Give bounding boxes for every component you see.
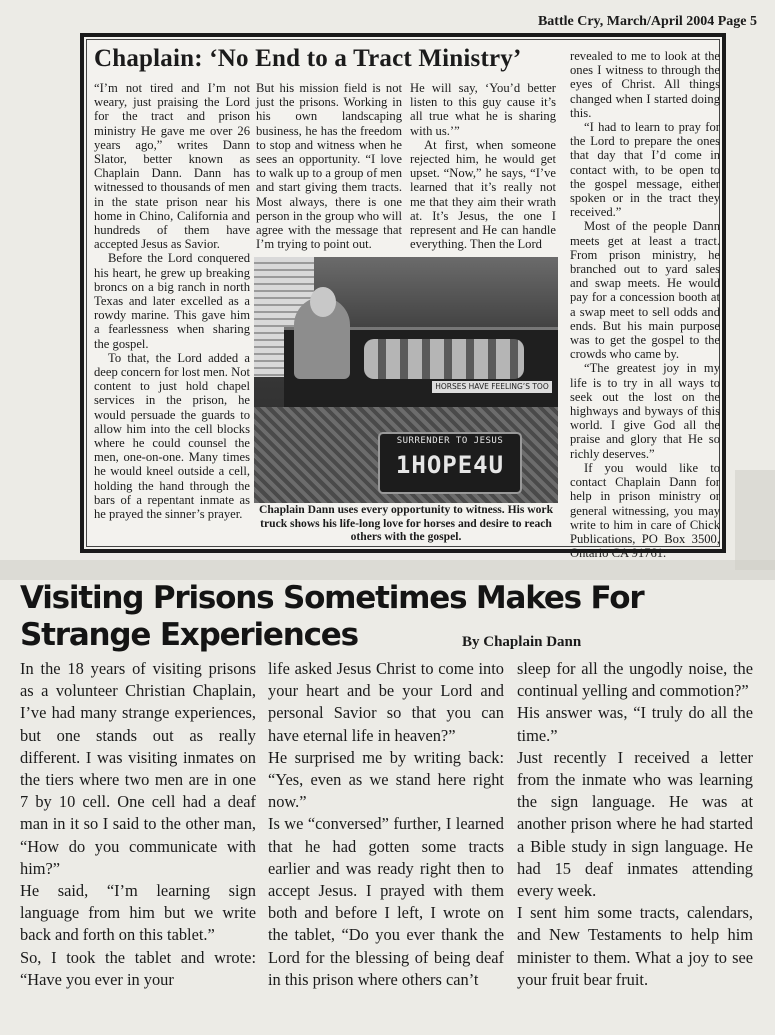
feature-column-1	[94, 81, 250, 521]
horse-figurines	[364, 339, 524, 379]
license-plate	[378, 432, 522, 494]
feature-paragraph: “The greatest joy in my life is to try in all ways to seek out the lost on the highways and byways of this world. I give God all the praise and glory that He so richly deserves.”	[570, 361, 720, 461]
article-paragraph: life asked Jesus Christ to come into your heart and be your Lord and personal Savior so that you can have eternal life in heaven?”	[268, 659, 504, 745]
feature-paragraph: revealed to me to look at the ones I witness to through the eyes of Christ. All things changed when I started doing this.	[570, 49, 720, 120]
article-paragraph: His answer was, “I truly do all the time.”	[517, 703, 753, 745]
article-paragraph: He surprised me by writing back: “Yes, even as we stand here right now.”	[268, 747, 504, 812]
feature-column-4	[570, 49, 720, 560]
feature-paragraph: Most of the people Dann meets get at least a tract. From prison ministry, he branched out to yard sales and swap meets. He would pay for a concession booth at a swap meet to sell odds and ends. But his main purpose was to get the gospel to the crowds who came by.	[570, 219, 720, 362]
article-paragraph: He said, “I’m learning sign language from him but we write back and forth on this tablet.”	[20, 881, 256, 945]
article-column-2	[268, 658, 504, 991]
headline-line-2: Strange Experiences	[20, 617, 358, 653]
article-paragraph: So, I took the tablet and wrote: “Have you ever in your	[20, 947, 256, 989]
feature-paragraph: Before the Lord conquered his heart, he grew up breaking broncs on a big ranch in north Texas and later excelled as a rowdy marine. This gave him a fearlessness when sharing the gospel.	[94, 251, 250, 351]
article-paragraph: sleep for all the ungodly noise, the continual yelling and commotion?”	[517, 659, 753, 701]
feature-paragraph: “I had to learn to pray for the Lord to prepare the ones that day that I’d come in contact with, to be open to the gospel message, either spoken or in the tract they received.”	[570, 120, 720, 220]
feature-paragraph: “I’m not tired and I’m not weary, just praising the Lord for the tract and prison ministry He gave me over 26 years ago,” writes Dann Slator, better known as Chaplain Dann. Dann has witnessed to thousands of men in the state prison near his home in Chino, California and hundreds of them have accepted Jesus as Savior.	[94, 81, 250, 252]
feature-column-3	[410, 81, 556, 251]
truck-sign: HORSES HAVE FEELING’S TOO	[432, 381, 552, 393]
feature-paragraph: If you would like to contact Chaplain Dann for help in prison ministry or general witnessing, you may write to him in care of Chick Publications, PO Box 3500, Ontario CA 91761.	[570, 460, 720, 561]
feature-paragraph: At first, when someone rejected him, he would get upset. “Now,” he says, “I’ve learned that it’s really not me that they aim their wrath at. It’s Jesus, the one I represent and He can handle everything. Then the Lord	[410, 137, 556, 252]
plate-frame-text: SURRENDER TO JESUS	[396, 436, 504, 446]
article-paragraph: Is we “conversed” further, I learned that he had gotten some tracts earlier and was ready right then to accept Jesus. I prayed with them both and before I left, I wrote on the tablet, “Do you ever thank the Lord for the blessing of being deaf in this prison where others can’t	[268, 814, 504, 989]
article-paragraph: Just recently I received a letter from the inmate who was learning the sign language. He was at another prison where he had started a Bible study in sign language. He had 15 deaf inmates attending every week.	[517, 747, 753, 901]
feature-column-2	[256, 81, 402, 251]
chaplain-feature-box	[80, 33, 726, 561]
article-paragraph: In the 18 years of visiting prisons as a volunteer Christian Chaplain, I’ve had many strange experiences, but one stands out as really different. I was visiting inmates on the tiers where two men are in one 7 by 10 cell. One cell had a deaf man in it so I said to the other man, “How do you communicate with him?”	[20, 659, 256, 878]
photo-caption: Chaplain Dann uses every opportunity to witness. His work truck shows his life-long love for horses and desire to reach others with the gospel.	[258, 503, 554, 543]
feature-paragraph: To that, the Lord added a deep concern for lost men. Not content to just hold chapel services in the prison, he would persuade the guards to allow him into the cell blocks where he could counsel the men, one-on-one. Many times he would kneel outside a cell, holding the hand through the bars of a repentant inmate as he prayed the sinner’s prayer.	[94, 350, 250, 522]
page-header: Battle Cry, March/April 2004 Page 5	[537, 14, 757, 29]
background-bleed-right	[735, 470, 775, 570]
article-column-1	[20, 658, 256, 991]
chaplain-head	[310, 287, 336, 317]
feature-paragraph: But his mission field is not just the prisons. Working in his own landscaping business, he has the freedom to stop and witness when he sees an opportunity. “I love to walk up to a group of men and start giving them tracts. Most always, there is one person in the group who will agree with the message that I’m trying to point out.	[256, 81, 402, 252]
feature-paragraph: He will say, ‘You’d better listen to this guy cause it’s all true what he is sharing with us.’”	[410, 81, 556, 138]
article-paragraph: I sent him some tracts, calendars, and New Testaments to help him minister to them. What a joy to see your fruit bear fruit.	[517, 903, 753, 989]
byline: By Chaplain Dann	[462, 634, 582, 650]
headline-line-1: Visiting Prisons Sometimes Makes For	[20, 580, 644, 616]
feature-title: Chaplain: ‘No End to a Tract Ministry’	[94, 45, 522, 72]
plate-number: 1HOPE4U	[395, 451, 505, 479]
article-column-3	[517, 658, 753, 991]
background-bleed-top	[0, 560, 775, 580]
truck-photo	[254, 257, 558, 503]
